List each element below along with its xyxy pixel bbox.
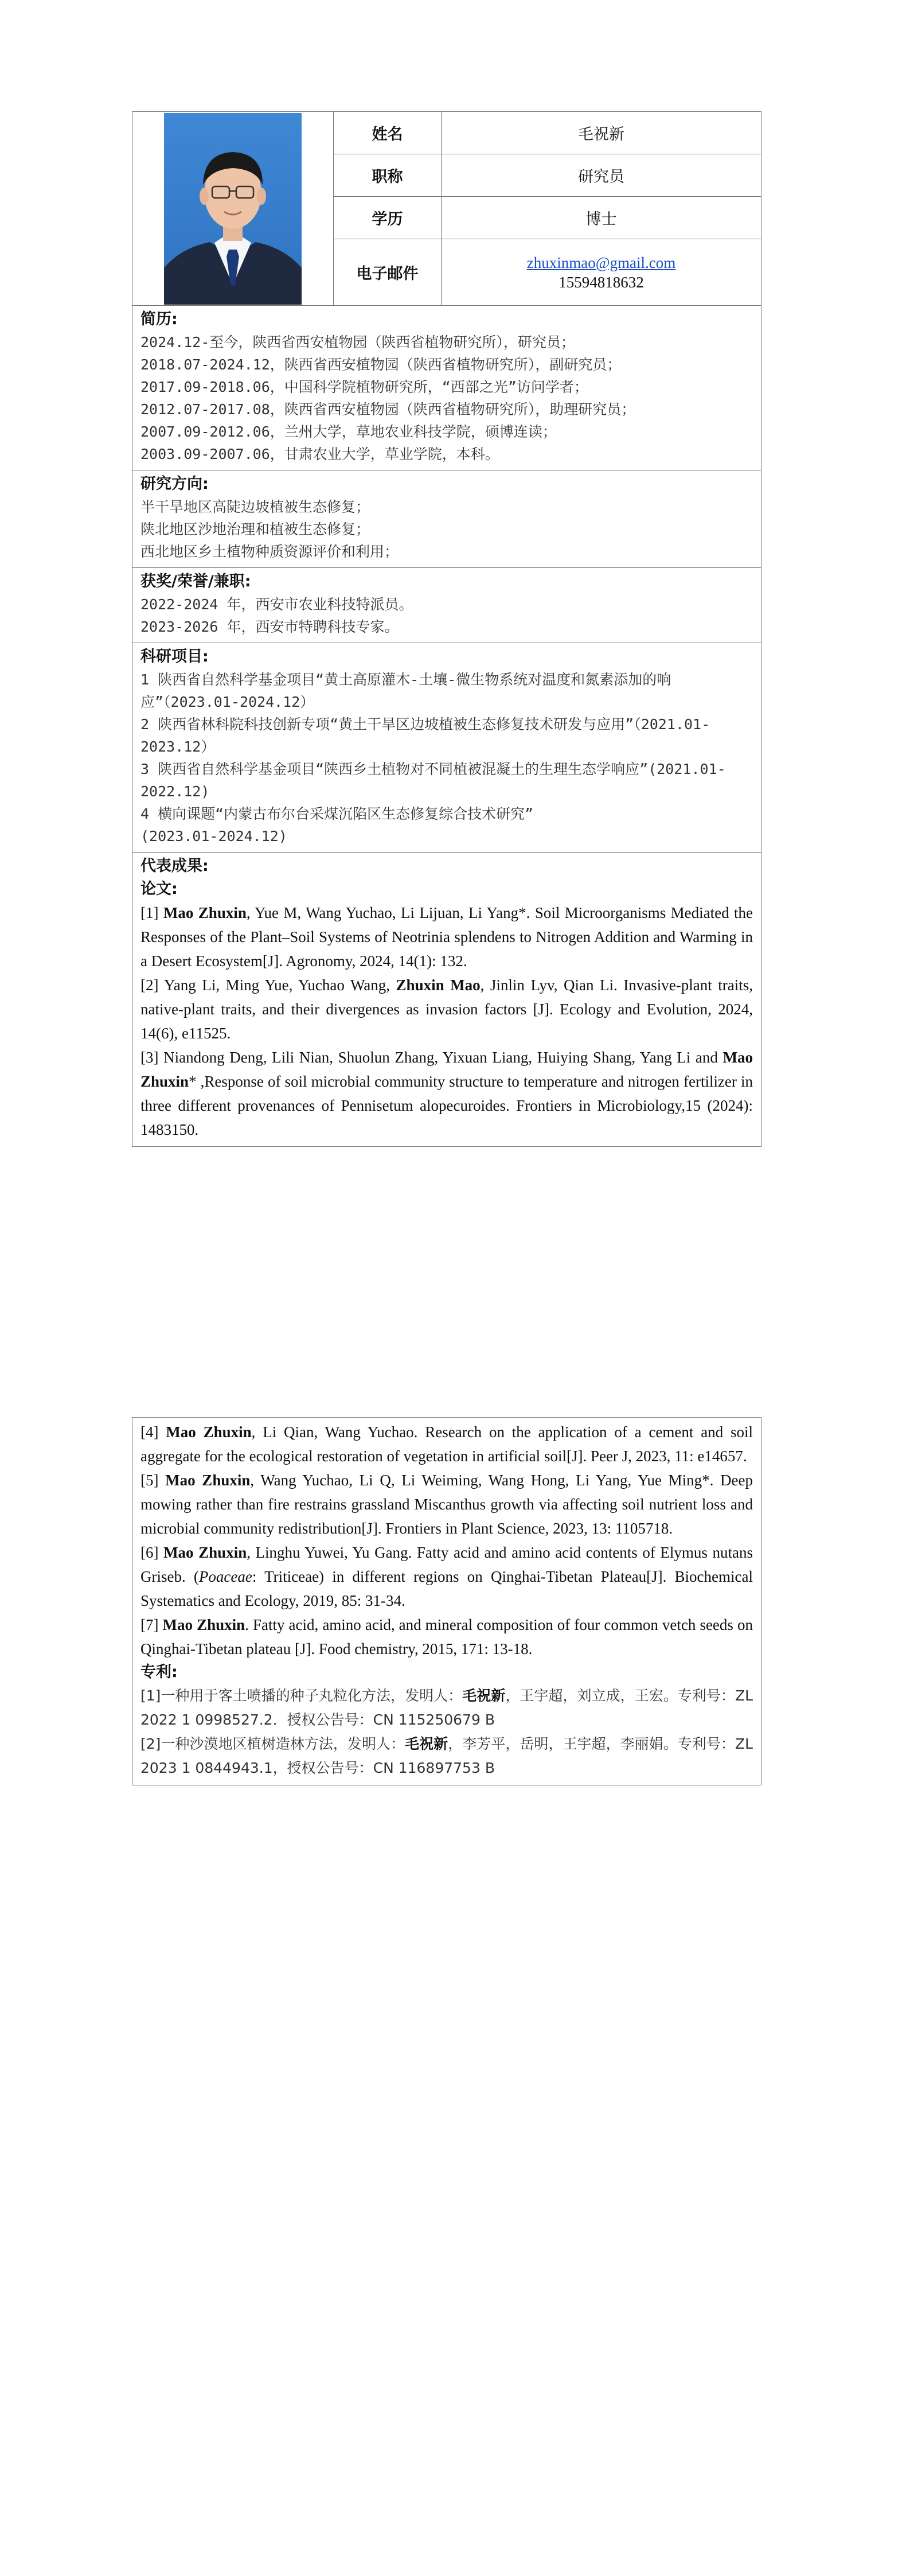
contact-cell [442, 239, 761, 306]
resume-item: 2024.12-至今，陕西省西安植物园（陕西省植物研究所），研究员； [140, 334, 575, 351]
degree-value: 博士 [442, 197, 761, 239]
patents-heading: 专利: [140, 1663, 178, 1681]
research-item: 陕北地区沙地治理和植被生态修复； [140, 521, 370, 538]
research-item: 西北地区乡土植物种质资源评价和利用； [140, 543, 399, 560]
achievements-section [132, 853, 761, 1147]
cv-table-page-2 [132, 1417, 761, 1785]
author-highlight: Zhuxin Mao [396, 976, 481, 994]
resume-item: 2017.09-2018.06，中国科学院植物研究所，“西部之光”访问学者； [140, 379, 588, 395]
research-item: 半干旱地区高陡边坡植被生态修复； [140, 499, 370, 515]
awards-heading: 获奖/荣誉/兼职: [140, 573, 251, 590]
author-highlight: Mao Zhuxin [162, 1616, 245, 1633]
author-highlight: Mao Zhuxin [166, 1423, 252, 1441]
projects-section [132, 643, 761, 853]
patent-entry: [1]一种用于客土喷播的种子丸粒化方法，发明人：毛祝新，王宇超，刘立成，王宏。专利号：ZL 2022 1 0998527.2．授权公告号：CN 115250679 B [140, 1687, 753, 1728]
resume-item: 2018.07-2024.12，陕西省西安植物园（陕西省植物研究所），副研究员； [140, 356, 622, 373]
name-label: 姓名 [334, 112, 442, 154]
achievements-continued [132, 1418, 761, 1785]
paper-entry: [4] Mao Zhuxin, Li Qian, Wang Yuchao. Research on the application of a cement and soil aggregate for the ecological restoration of vegetation in artificial soil[J]. Peer J, 2023, 11: e14657. [140, 1423, 753, 1465]
research-heading: 研究方向: [140, 475, 209, 493]
author-highlight: Mao Zhuxin [140, 1049, 753, 1090]
paper-entry: [7] Mao Zhuxin. Fatty acid, amino acid, and mineral composition of four common vetch seeds on Qinghai-Tibetan plateau [J]. Food chemistry, 2015, 171: 13-18. [140, 1616, 753, 1657]
resume-item: 2012.07-2017.08，陕西省西安植物园（陕西省植物研究所），助理研究员； [140, 401, 636, 418]
project-item: 1 陕西省自然科学基金项目“黄土高原灌木-土壤-微生物系统对温度和氮素添加的响应”（2023.01-2024.12） [140, 671, 671, 710]
photo-cell [132, 112, 334, 306]
paper-entry: [6] Mao Zhuxin, Linghu Yuwei, Yu Gang. Fatty acid and amino acid contents of Elymus nutans Griseb. (Poaceae: Triticeae) in different regions on Qinghai-Tibetan Plateau[J]. Biochemical Systematics and Ecology, 2019, 85: 31-34. [140, 1544, 753, 1609]
phone-number: 15594818632 [559, 273, 644, 291]
awards-section [132, 568, 761, 643]
achievements-heading: 代表成果: [140, 857, 209, 875]
resume-item: 2007.09-2012.06，兰州大学，草地农业科技学院，硕博连读； [140, 423, 557, 440]
author-highlight: Mao Zhuxin [163, 904, 247, 921]
patent-entry: [2]一种沙漠地区植树造林方法，发明人：毛祝新，李芳平，岳明，王宇超，李丽娟。专利号：ZL 2023 1 0844943.1，授权公告号：CN 116897753 B [140, 1736, 753, 1776]
research-section [132, 470, 761, 568]
cv-table-page-1 [132, 111, 761, 1147]
email-link[interactable]: zhuxinmao@gmail.com [526, 254, 676, 271]
email-label: 电子邮件 [334, 239, 442, 306]
author-highlight: Mao Zhuxin [165, 1472, 251, 1489]
paper-entry: [3] Niandong Deng, Lili Nian, Shuolun Zhang, Yixuan Liang, Huiying Shang, Yang Li and Mao Zhuxin* ,Response of soil microbial community structure to temperature and nitrogen fertilizer in three different provenances of Pennisetum alopecuroides. Frontiers in Microbiology,15 (2024): 1483150. [140, 1049, 753, 1138]
project-item: 4 横向课题“内蒙古布尔台采煤沉陷区生态修复综合技术研究” [140, 806, 534, 822]
degree-label: 学历 [334, 197, 442, 239]
title-value: 研究员 [442, 154, 761, 197]
name-value: 毛祝新 [442, 112, 761, 154]
award-item: 2023-2026 年，西安市特聘科技专家。 [140, 618, 399, 635]
paper-entry: [2] Yang Li, Ming Yue, Yuchao Wang, Zhuxin Mao, Jinlin Lyv, Qian Li. Invasive-plant traits, native-plant traits, and their divergences as invasion factors [J]. Ecology and Evolution, 2024, 14(6), e11525. [140, 976, 753, 1042]
project-item: 2 陕西省林科院科技创新专项“黄土干旱区边坡植被生态修复技术研发与应用”（2021.01-2023.12） [140, 716, 710, 755]
inventor-highlight: 毛祝新 [405, 1736, 448, 1752]
paper-entry: [1] Mao Zhuxin, Yue M, Wang Yuchao, Li Lijuan, Li Yang*. Soil Microorganisms Mediated the Responses of the Plant–Soil Systems of Neotrinia splendens to Nitrogen Addition and Warming in a Desert Ecosystem[J]. Agronomy, 2024, 14(1): 132. [140, 904, 753, 970]
inventor-highlight: 毛祝新 [462, 1687, 506, 1704]
project-item: (2023.01-2024.12) [140, 828, 287, 845]
project-item: 3 陕西省自然科学基金项目“陕西乡土植物对不同植被混凝土的生理生态学响应”(2021.01-2022.12) [140, 761, 726, 800]
paper-entry: [5] Mao Zhuxin, Wang Yuchao, Li Q, Li Weiming, Wang Hong, Li Yang, Yue Ming*. Deep mowing rather than fire restrains grassland Miscanthus growth via affecting soil nutrient loss and microbial community redistribution[J]. Frontiers in Plant Science, 2023, 13: 1105718. [140, 1472, 753, 1537]
title-label: 职称 [334, 154, 442, 197]
resume-section [132, 306, 761, 470]
resume-heading: 简历: [140, 310, 178, 328]
taxon-italic: Poaceae [198, 1568, 252, 1585]
portrait-photo [164, 113, 302, 305]
resume-item: 2003.09-2007.06，甘肃农业大学，草业学院，本科。 [140, 446, 499, 462]
author-highlight: Mao Zhuxin [163, 1544, 247, 1561]
projects-heading: 科研项目: [140, 648, 209, 666]
award-item: 2022-2024 年，西安市农业科技特派员。 [140, 596, 413, 613]
papers-heading: 论文: [140, 880, 178, 898]
